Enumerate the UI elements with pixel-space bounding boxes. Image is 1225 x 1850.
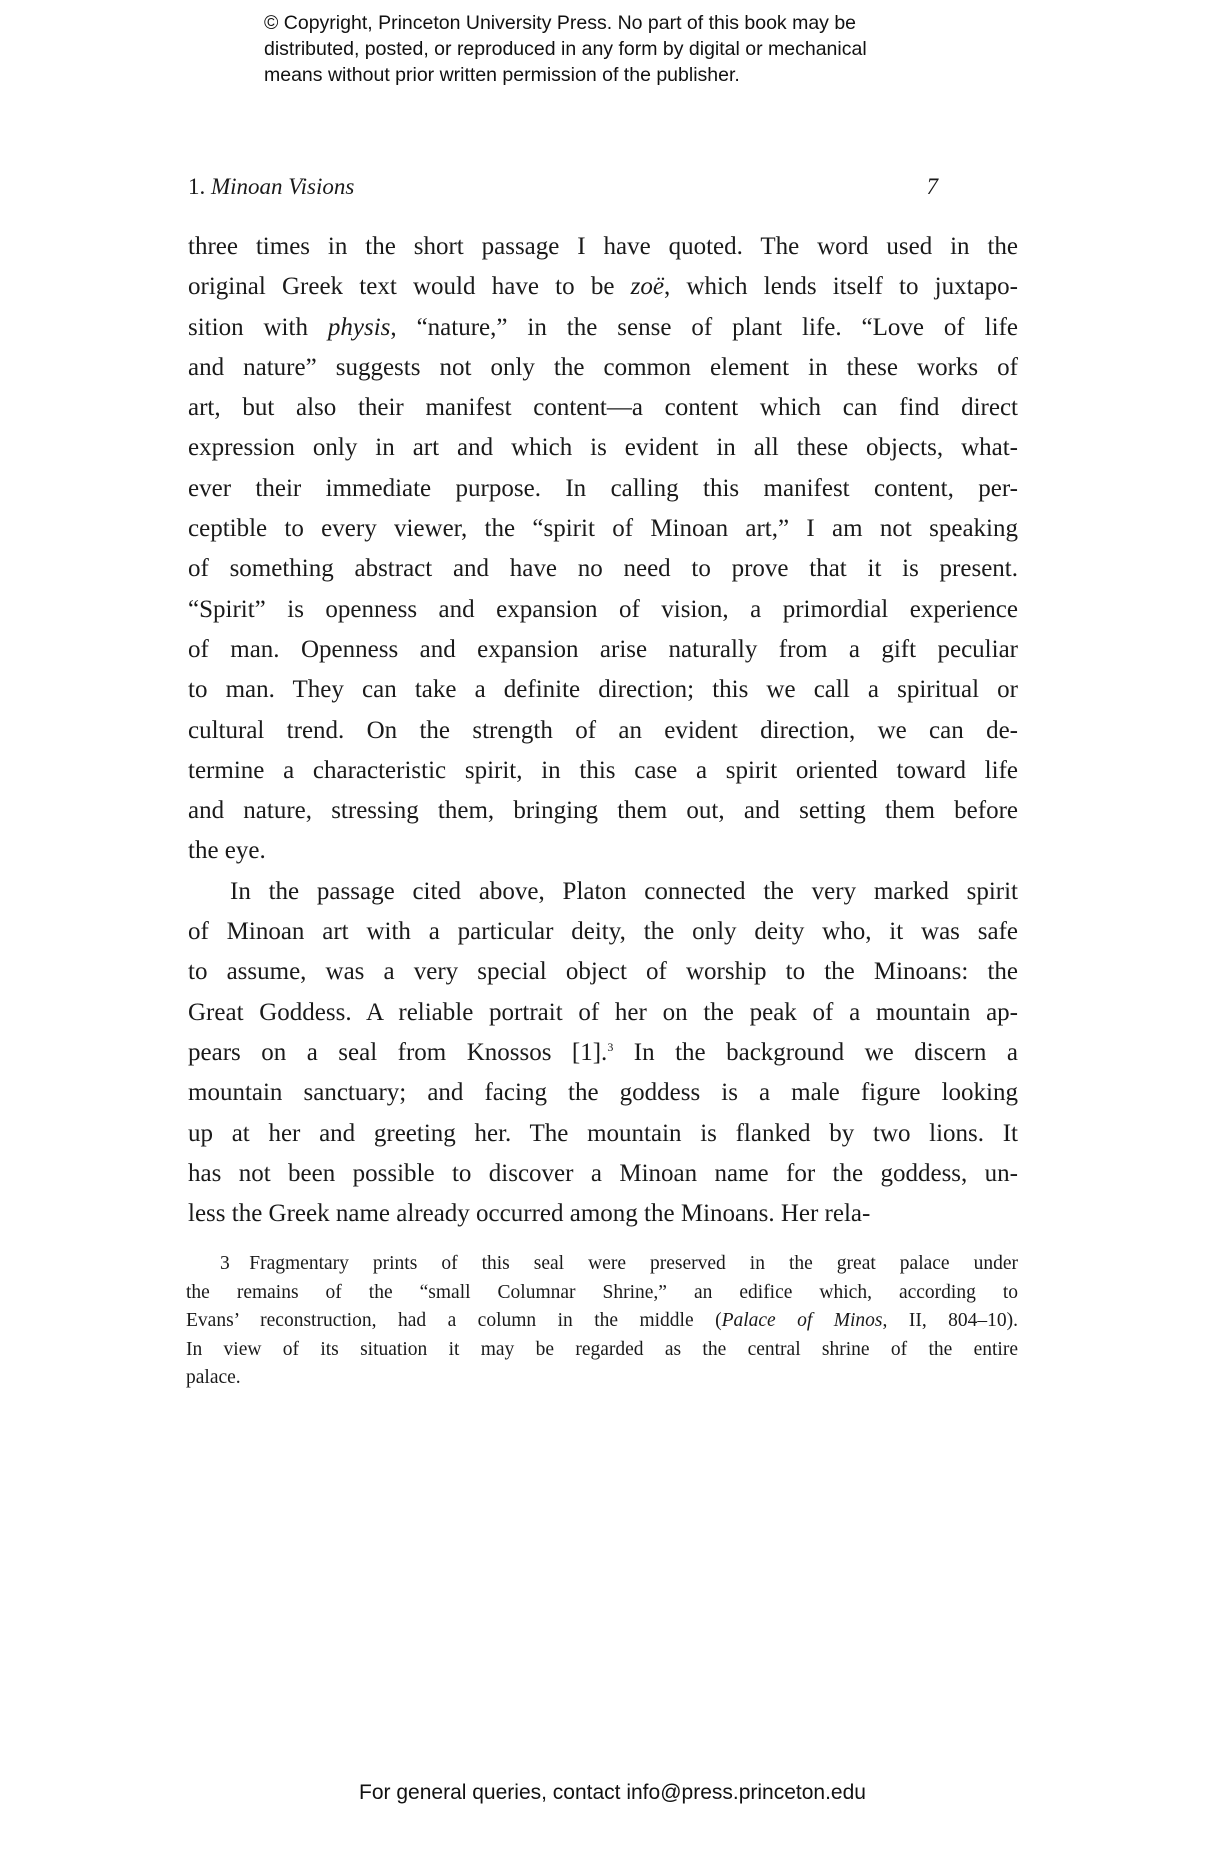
footnote [186,1250,1018,1393]
text-line: less the Greek name already occurred among the Minoans. Her rela- [188,1200,871,1228]
text-line: of something abstract and have no need to prove that it is present. [188,555,1018,583]
text-line: ever their immediate purpose. In calling this manifest content, per- [188,474,1018,502]
text-line: art, but also their manifest content—a content which can find direct [188,394,1018,422]
chapter-heading [188,174,354,200]
text-line: Great Goddess. A reliable portrait of her on the peak of a mountain ap- [188,998,1018,1026]
copyright-notice [264,10,984,88]
text-line: of man. Openness and expansion arise naturally from a gift peculiar [188,635,1018,663]
text-line: and nature, stressing them, bringing them out, and setting them before [188,797,1018,825]
text-line: of Minoan art with a particular deity, the only deity who, it was safe [188,918,1018,946]
text-line: mountain sanctuary; and facing the goddess is a male figure looking [188,1079,1018,1107]
text-line: In view of its situation it may be regarded as the central shrine of the entire [186,1338,1018,1360]
body-text [188,227,1018,1234]
text-line: to man. They can take a definite direction; this we call a spiritual or [188,676,1018,704]
text-line: expression only in art and which is evident in all these objects, what- [188,434,1018,462]
chapter-number: 1. [188,174,206,199]
text-line: 3 Fragmentary prints of this seal were preserved in the great palace under [220,1253,1018,1274]
italic-term: physis [327,313,391,341]
text-line: pears on a seal from Knossos [1].$^3$ In the background we discern a [188,1038,1018,1066]
text-line: palace. [186,1367,241,1388]
footer-contact: For general queries, contact info@press.princeton.edu [359,1781,866,1804]
text-line: has not been possible to discover a Minoan name for the goddess, un- [188,1159,1018,1187]
text-line: “Spirit” is openness and expansion of vision, a primordial experience [188,595,1018,623]
copyright-line: © Copyright, Princeton University Press. No part of this book may be [264,12,857,34]
text-line: up at her and greeting her. The mountain is flanked by two lions. It [188,1119,1018,1147]
chapter-title: Minoan Visions [211,174,355,199]
text-line: cultural trend. On the strength of an evident direction, we can de- [188,716,1018,744]
text-line: In the passage cited above, Platon connected the very marked spirit [230,877,1018,905]
italic-term: Palace of Minos [721,1310,883,1331]
text-line: and nature” suggests not only the common element in these works of [188,353,1018,381]
copyright-line: distributed, posted, or reproduced in any form by digital or mechanical [264,38,867,60]
footnote-number: 3 [220,1253,230,1274]
text-line: to assume, was a very special object of worship to the Minoans: the [188,958,1018,986]
text-line: termine a characteristic spirit, in this case a spirit oriented toward life [188,756,1018,784]
text-line: ceptible to every viewer, the “spirit of Minoan art,” I am not speaking [188,515,1018,543]
italic-term: zoë [630,273,664,301]
copyright-line: means without prior written permission of the publisher. [264,64,740,86]
page-number: 7 [926,174,938,199]
text-line: the eye. [188,837,266,865]
text-line: three times in the short passage I have quoted. The word used in the [188,233,1018,260]
running-head [188,174,938,208]
text-line: original Greek text would have to be zoë, which lends itself to juxtapo- [188,273,1018,301]
text-line: Evans’ reconstruction, had a column in the middle (Palace of Minos, II, 804–10). [186,1310,1018,1331]
footnote-reference: 3 [607,1039,614,1054]
text-line: sition with physis, “nature,” in the sense of plant life. “Love of life [188,313,1018,341]
text-line: the remains of the “small Columnar Shrine,” an edifice which, according to [186,1281,1018,1303]
